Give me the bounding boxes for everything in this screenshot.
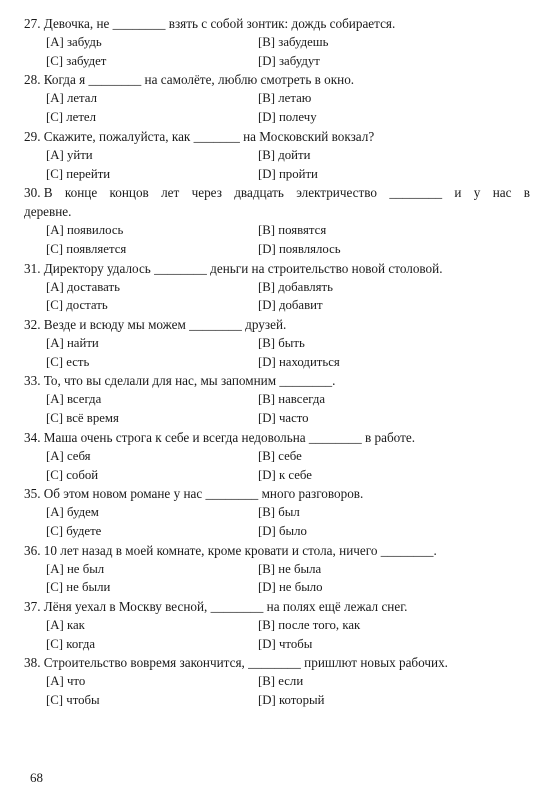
page-number: 68 [30,770,43,785]
answer-option: [B] навсегда [258,392,326,407]
question-stem [24,597,530,616]
question-stem [24,14,530,33]
answer-option: [C] появляется [46,241,127,256]
answer-option: [D] забудут [258,53,320,68]
answer-option: [D] находиться [258,354,340,369]
question-number: 33. [24,373,41,389]
question-text: Строительство вовремя закончится, ________ пришлют новых рабочих. [43,655,448,671]
question-text: Маша очень строга к себе и всегда недовольна ________ в работе. [43,429,415,445]
answer-option: [A] не был [46,561,105,576]
answer-options [24,616,530,653]
answer-option: [C] не были [46,580,111,595]
answer-options [24,390,530,427]
answer-option: [C] когда [46,636,96,651]
answer-option: [A] всегда [46,392,102,407]
answer-option: [B] был [258,505,300,520]
question-number: 31. [24,260,41,276]
answer-option: [C] достать [46,298,108,313]
question-text: Лёня уехал в Москву весной, ________ на полях ещё лежал снег. [43,599,408,615]
question-stem [24,315,530,334]
question-number: 38. [24,655,41,671]
answer-option: [B] после того, как [258,618,361,633]
question-number: 37. [24,599,41,615]
question-text: Об этом новом романе у нас ________ много разговоров. [43,486,364,502]
answer-options [24,560,530,597]
question-block [24,315,530,371]
answer-options [24,221,530,258]
question-number: 30. [24,185,41,201]
answer-option: [B] летаю [258,91,312,106]
question-number: 36. [24,542,41,558]
question-stem [24,70,530,89]
answer-options [24,503,530,540]
answer-options [24,447,530,484]
answer-options [24,33,530,70]
question-stem [24,259,530,278]
answer-option: [B] себе [258,448,302,463]
answer-option: [A] как [46,618,85,633]
question-text: Директору удалось ________ деньги на строительство новой столовой. [43,260,443,276]
answer-options [24,146,530,183]
answer-option: [D] было [258,523,307,538]
answer-option: [A] уйти [46,147,93,162]
answer-option: [C] собой [46,467,99,482]
answer-option: [A] будем [46,505,99,520]
question-stem [24,371,530,390]
question-block [24,14,530,70]
answer-option: [C] будете [46,523,102,538]
answer-options [24,672,530,709]
question-text: Скажите, пожалуйста, как _______ на Московский вокзал? [43,128,375,144]
question-stem [24,541,530,560]
answer-option: [A] забудь [46,35,102,49]
question-text: 10 лет назад в моей комнате, кроме кровати и стола, ничего ________. [43,542,437,558]
answer-option: [B] не была [258,561,322,576]
question-block [24,597,530,653]
question-text: Везде и всюду мы можем ________ друзей. [43,317,287,333]
question-number: 29. [24,128,41,144]
question-stem [24,183,530,202]
question-text: Когда я ________ на самолёте, люблю смотреть в окно. [43,72,355,88]
question-block [24,541,530,597]
answer-options [24,334,530,371]
question-block [24,259,530,315]
question-number: 32. [24,317,41,333]
question-number: 35. [24,486,41,502]
question-stem [24,484,530,503]
answer-option: [D] чтобы [258,636,313,651]
question-text: Девочка, не ________ взять с собой зонтик: дождь собирается. [43,16,396,31]
answer-option: [B] добавлять [258,279,333,294]
answer-option: [B] забудешь [258,35,329,49]
answer-option: [A] появилось [46,223,124,238]
answer-option: [C] перейти [46,166,111,181]
answer-option: [B] быть [258,336,305,351]
question-stem [24,127,530,146]
answer-options [24,89,530,126]
answer-option: [D] появлялось [258,241,341,256]
answer-option: [D] пройти [258,166,318,181]
answer-option: [B] появятся [258,223,327,238]
answer-option: [A] что [46,674,86,689]
answer-option: [C] забудет [46,53,107,68]
question-block [24,484,530,540]
question-stem [24,653,530,672]
question-text: В конце концов лет через двадцать электричество ________ и у нас в [43,185,530,201]
question-text: То, что вы сделали для нас, мы запомним ________. [43,373,336,389]
answer-option: [D] добавит [258,298,323,313]
answer-option: [C] летел [46,110,96,125]
question-number: 34. [24,429,41,445]
question-block [24,127,530,183]
answer-option: [B] дойти [258,147,311,162]
answer-option: [D] не было [258,580,323,595]
answer-option: [C] чтобы [46,693,100,708]
question-stem [24,428,530,447]
answer-option: [D] к себе [258,467,312,482]
answer-option: [A] доставать [46,279,120,294]
answer-option: [C] всё время [46,411,119,426]
question-block [24,653,530,709]
answer-option: [D] полечу [258,110,317,125]
question-block [24,428,530,484]
question-block [24,183,530,258]
answer-option: [B] если [258,674,304,689]
answer-option: [C] есть [46,354,90,369]
question-number: 27. [24,16,41,31]
answer-option: [D] который [258,693,325,708]
answer-option: [D] часто [258,411,309,426]
answer-option: [A] себя [46,448,91,463]
answer-options [24,278,530,315]
answer-option: [A] летал [46,91,97,106]
question-list [24,14,530,710]
question-text-continued: деревне. [24,204,72,220]
question-block [24,70,530,126]
question-number: 28. [24,72,41,88]
answer-option: [A] найти [46,336,99,351]
question-block [24,371,530,427]
